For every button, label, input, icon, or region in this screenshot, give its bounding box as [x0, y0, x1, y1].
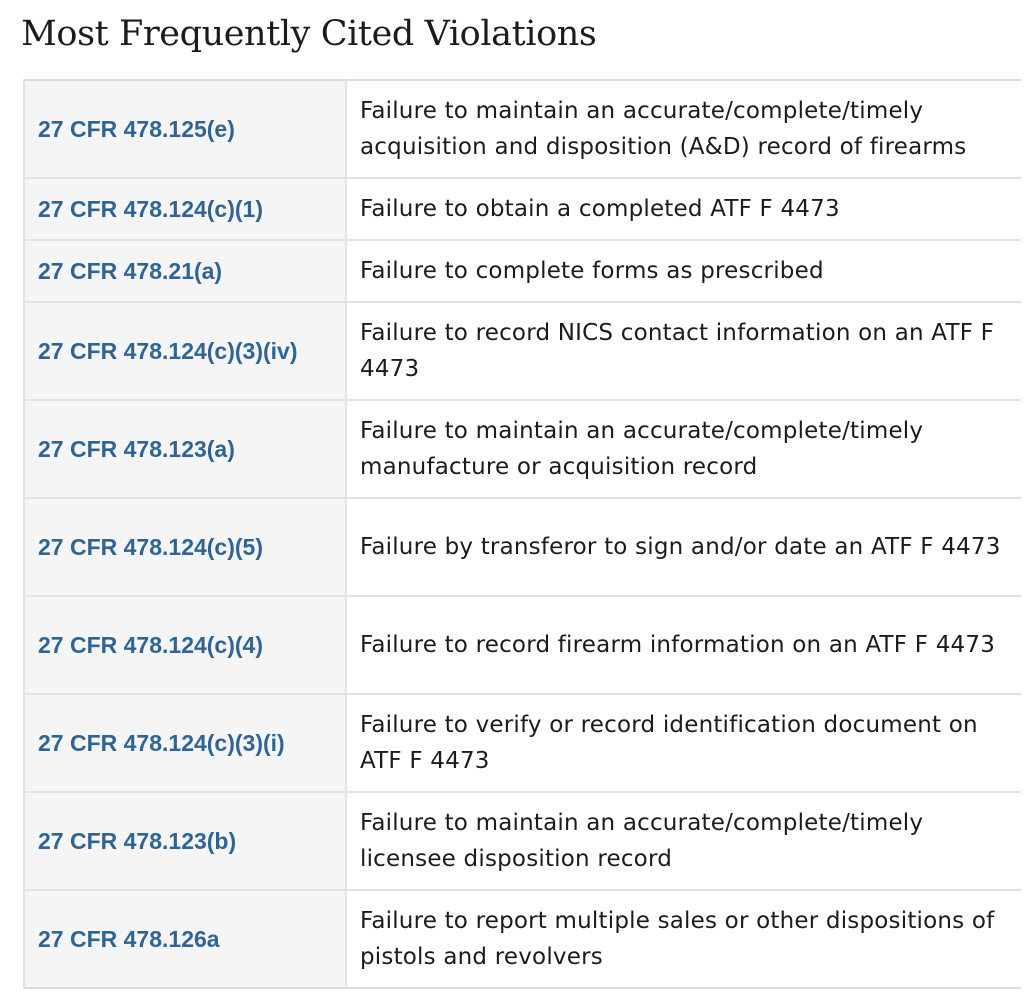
description-cell	[346, 80, 1021, 178]
description-cell	[346, 498, 1021, 596]
code-cell	[24, 178, 346, 240]
description-cell	[346, 792, 1021, 890]
description-cell	[346, 890, 1021, 988]
code-cell	[24, 80, 346, 178]
table-row	[24, 302, 1021, 400]
violation-description: Failure to record firearm information on an ATF F 4473	[360, 632, 996, 658]
regulation-link[interactable]: 27 CFR 478.126a	[38, 926, 220, 952]
code-cell	[24, 890, 346, 988]
table-row	[24, 80, 1021, 178]
description-cell	[346, 694, 1021, 792]
code-cell	[24, 694, 346, 792]
code-cell	[24, 240, 346, 302]
regulation-link[interactable]: 27 CFR 478.124(c)(1)	[38, 196, 263, 222]
regulation-link[interactable]: 27 CFR 478.123(b)	[38, 828, 237, 854]
violation-description: Failure to maintain an accurate/complete/timely acquisition and disposition (A&D) record of firearms	[360, 98, 967, 160]
table-row	[24, 178, 1021, 240]
violation-description: Failure by transferor to sign and/or date an ATF F 4473	[360, 534, 1001, 560]
violations-table	[23, 79, 1021, 989]
table-row	[24, 890, 1021, 988]
table-row	[24, 792, 1021, 890]
table-row	[24, 400, 1021, 498]
regulation-link[interactable]: 27 CFR 478.124(c)(3)(i)	[38, 730, 285, 756]
violation-description: Failure to maintain an accurate/complete/timely manufacture or acquisition record	[360, 418, 924, 480]
violation-description: Failure to record NICS contact information on an ATF F 4473	[360, 320, 995, 382]
regulation-link[interactable]: 27 CFR 478.124(c)(5)	[38, 534, 263, 560]
table-row	[24, 694, 1021, 792]
violation-description: Failure to maintain an accurate/complete/timely licensee disposition record	[360, 810, 924, 872]
violation-description: Failure to obtain a completed ATF F 4473	[360, 196, 840, 222]
description-cell	[346, 596, 1021, 694]
code-cell	[24, 302, 346, 400]
description-cell	[346, 178, 1021, 240]
violation-description: Failure to complete forms as prescribed	[360, 258, 824, 284]
description-cell	[346, 240, 1021, 302]
regulation-link[interactable]: 27 CFR 478.124(c)(4)	[38, 632, 263, 658]
violation-description: Failure to report multiple sales or other dispositions of pistols and revolvers	[360, 908, 995, 970]
code-cell	[24, 498, 346, 596]
table-row	[24, 498, 1021, 596]
table-row	[24, 240, 1021, 302]
page-title: Most Frequently Cited Violations	[21, 14, 597, 54]
table-row	[24, 596, 1021, 694]
regulation-link[interactable]: 27 CFR 478.124(c)(3)(iv)	[38, 338, 298, 364]
regulation-link[interactable]: 27 CFR 478.21(a)	[38, 258, 223, 284]
code-cell	[24, 792, 346, 890]
description-cell	[346, 302, 1021, 400]
violation-description: Failure to verify or record identification document on ATF F 4473	[360, 712, 978, 774]
regulation-link[interactable]: 27 CFR 478.125(e)	[38, 116, 235, 142]
code-cell	[24, 596, 346, 694]
description-cell	[346, 400, 1021, 498]
regulation-link[interactable]: 27 CFR 478.123(a)	[38, 436, 235, 462]
code-cell	[24, 400, 346, 498]
